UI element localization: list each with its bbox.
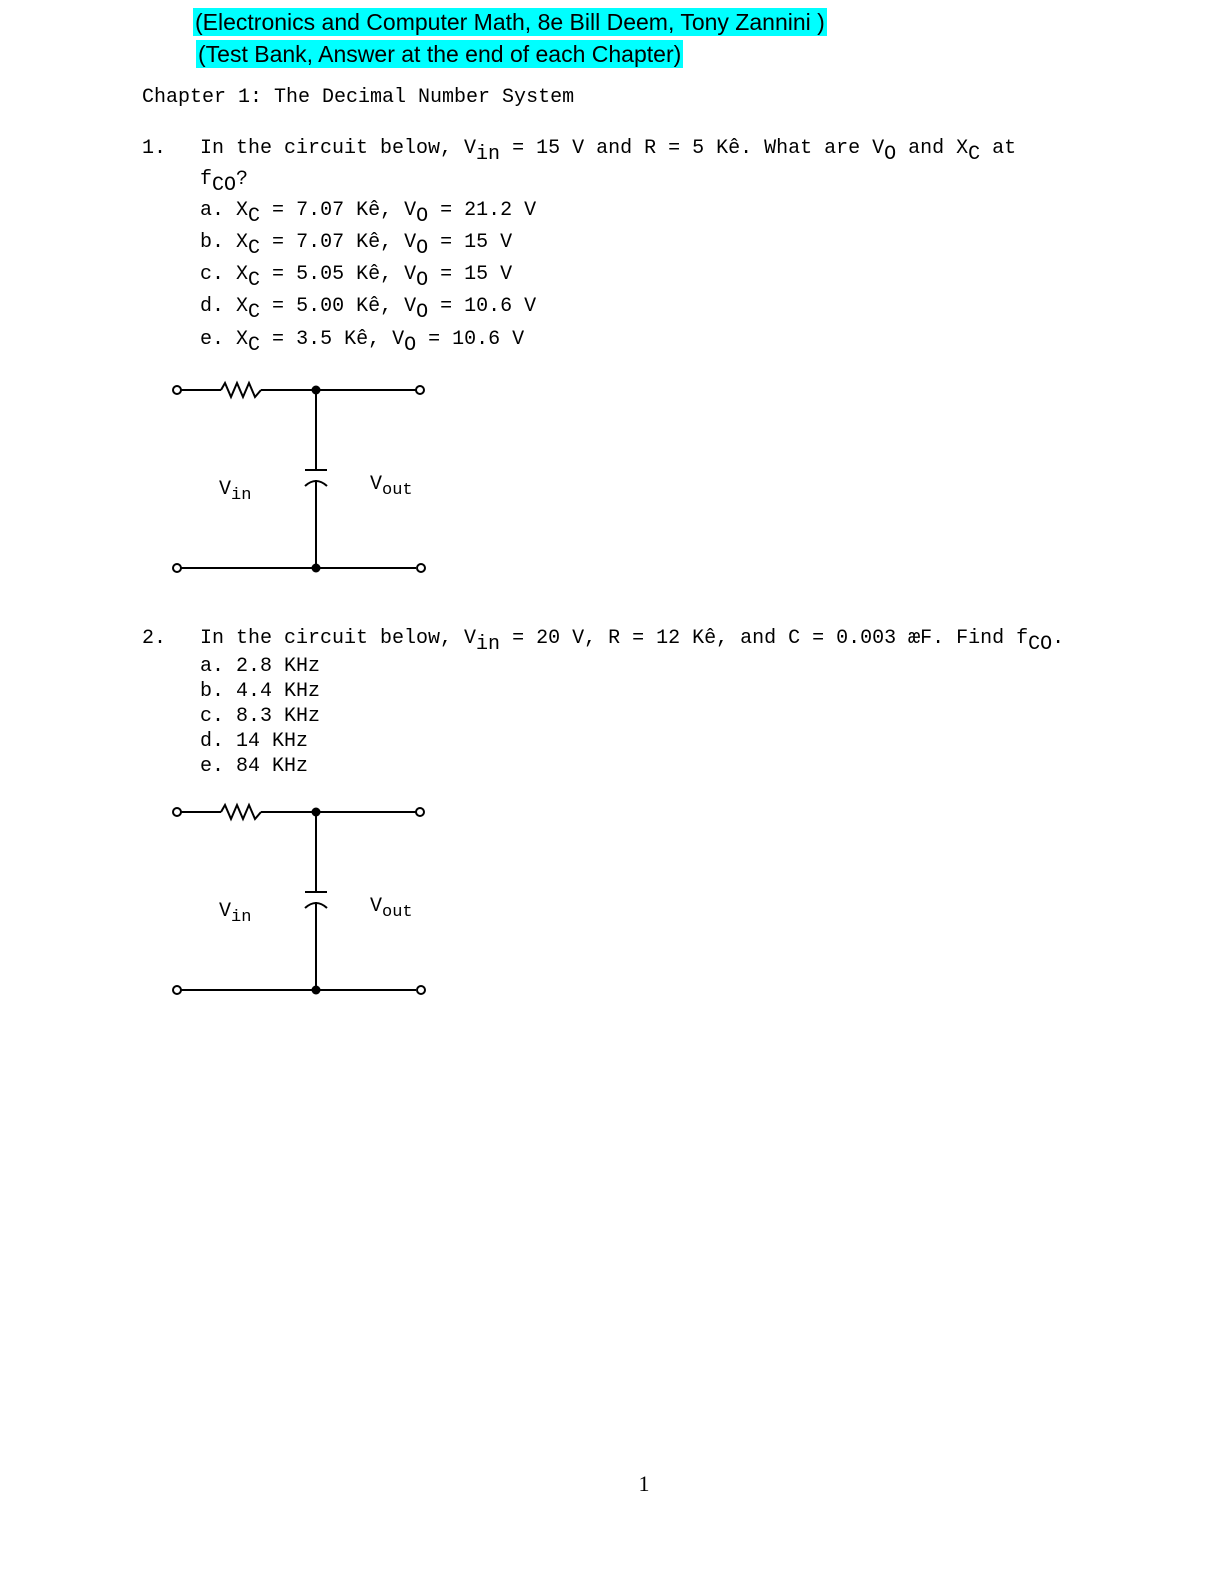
question-1-choice-d: d. $X_C = 5.00$ Kê, $V_O = 10.6$ V	[200, 295, 537, 324]
question-1-stem: In the circuit below, $V_{in} = 15$ V and R = 5 Kê. What are $V_O$ and $X_C$ at	[200, 137, 1017, 166]
page-number: 1	[638, 1471, 650, 1496]
vout-label-1: $V_{out}$	[370, 473, 413, 500]
circuit-diagram-2	[166, 802, 436, 1002]
question-1-stem-line2: $f_{CO}$?	[200, 168, 249, 197]
question-2-choice-c: c. 8.3 KHz	[200, 705, 321, 728]
question-2-choice-e: e. 84 KHz	[200, 755, 309, 778]
vin-label-1: $V_{in}$	[219, 478, 252, 505]
vout-label-2: $V_{out}$	[370, 895, 413, 922]
question-2-number: 2.	[142, 627, 167, 650]
question-2-choice-b: b. 4.4 KHz	[200, 680, 321, 703]
vin-label-2: $V_{in}$	[219, 900, 252, 927]
question-1-choice-a: a. $X_C = 7.07$ Kê, $V_O = 21.2$ V	[200, 199, 537, 228]
question-1-choice-b: b. $X_C = 7.07$ Kê, $V_O = 15$ V	[200, 231, 513, 260]
circuit-diagram-1	[166, 380, 436, 580]
question-2-choice-d: d. 14 KHz	[200, 730, 309, 753]
header-line-1: (Electronics and Computer Math, 8e Bill Deem, Tony Zannini )	[195, 9, 825, 35]
question-1-choice-c: c. $X_C = 5.05$ Kê, $V_O = 15$ V	[200, 263, 513, 292]
question-1-choice-e: e. $X_C = 3.5$ Kê, $V_O = 10.6$ V	[200, 328, 525, 357]
chapter-title: Chapter 1: The Decimal Number System	[142, 86, 575, 109]
question-2-stem: In the circuit below, $V_{in} = 20$ V, R = 12 Kê, and C = 0.003 æF. Find $f_{CO}$.	[200, 627, 1065, 656]
header-line-2: (Test Bank, Answer at the end of each Chapter)	[198, 41, 682, 67]
question-2-choice-a: a. 2.8 KHz	[200, 655, 321, 678]
question-1-number: 1.	[142, 137, 167, 160]
